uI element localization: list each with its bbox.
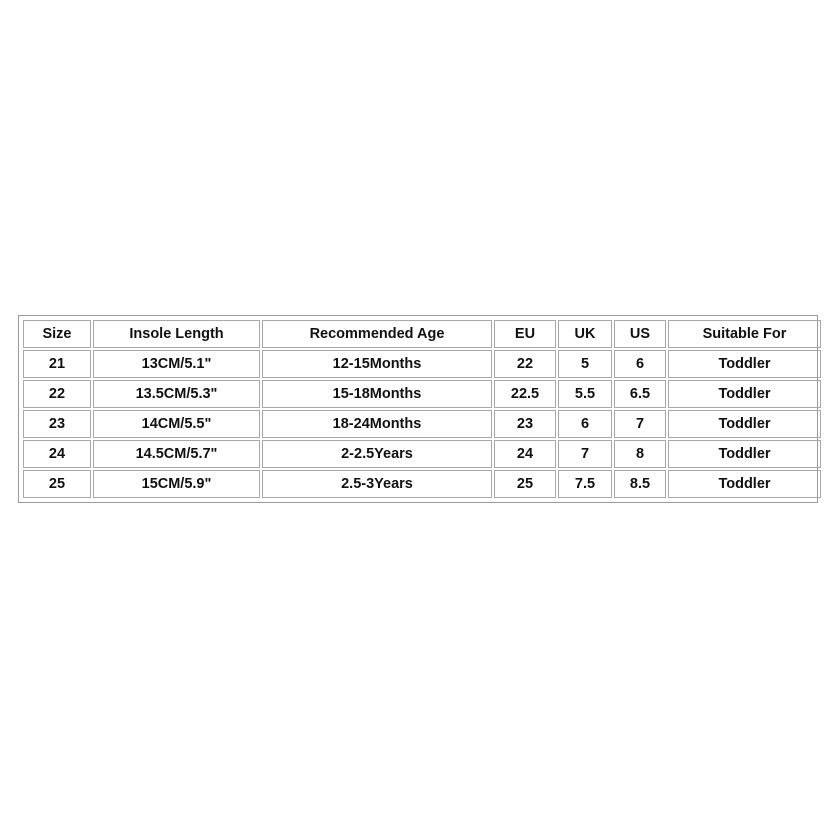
cell-size: 24 [23, 440, 91, 468]
cell-recommended-age: 2.5-3Years [262, 470, 492, 498]
cell-suitable-for: Toddler [668, 440, 821, 468]
cell-recommended-age: 12-15Months [262, 350, 492, 378]
cell-recommended-age: 18-24Months [262, 410, 492, 438]
size-chart-table [21, 318, 823, 500]
table-row [23, 440, 821, 468]
table-header-row [23, 320, 821, 348]
table-row [23, 380, 821, 408]
cell-uk: 6 [558, 410, 612, 438]
cell-uk: 5 [558, 350, 612, 378]
header-recommended-age: Recommended Age [262, 320, 492, 348]
cell-uk: 7.5 [558, 470, 612, 498]
table-row [23, 410, 821, 438]
header-suitable-for: Suitable For [668, 320, 821, 348]
header-size: Size [23, 320, 91, 348]
cell-suitable-for: Toddler [668, 350, 821, 378]
cell-size: 25 [23, 470, 91, 498]
table-row [23, 350, 821, 378]
header-insole-length: Insole Length [93, 320, 260, 348]
header-us: US [614, 320, 666, 348]
cell-insole-length: 13CM/5.1" [93, 350, 260, 378]
cell-eu: 23 [494, 410, 556, 438]
cell-insole-length: 13.5CM/5.3" [93, 380, 260, 408]
cell-uk: 5.5 [558, 380, 612, 408]
cell-eu: 24 [494, 440, 556, 468]
size-chart-table-container [18, 315, 818, 503]
cell-us: 8 [614, 440, 666, 468]
cell-us: 6.5 [614, 380, 666, 408]
cell-insole-length: 14CM/5.5" [93, 410, 260, 438]
cell-suitable-for: Toddler [668, 410, 821, 438]
cell-size: 23 [23, 410, 91, 438]
table-row [23, 470, 821, 498]
cell-size: 21 [23, 350, 91, 378]
cell-us: 8.5 [614, 470, 666, 498]
cell-eu: 25 [494, 470, 556, 498]
cell-recommended-age: 15-18Months [262, 380, 492, 408]
cell-insole-length: 14.5CM/5.7" [93, 440, 260, 468]
cell-uk: 7 [558, 440, 612, 468]
header-uk: UK [558, 320, 612, 348]
header-eu: EU [494, 320, 556, 348]
cell-size: 22 [23, 380, 91, 408]
cell-us: 6 [614, 350, 666, 378]
cell-suitable-for: Toddler [668, 470, 821, 498]
cell-eu: 22.5 [494, 380, 556, 408]
cell-insole-length: 15CM/5.9" [93, 470, 260, 498]
cell-eu: 22 [494, 350, 556, 378]
cell-suitable-for: Toddler [668, 380, 821, 408]
cell-us: 7 [614, 410, 666, 438]
cell-recommended-age: 2-2.5Years [262, 440, 492, 468]
